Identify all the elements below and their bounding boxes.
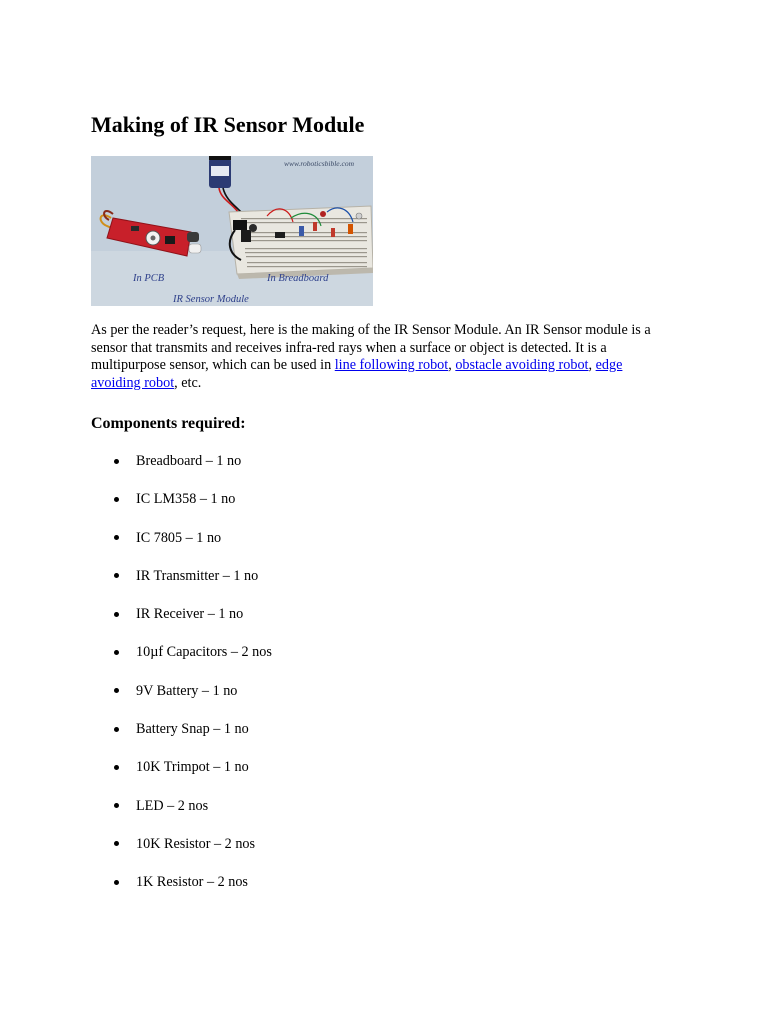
list-item-label: 9V Battery – 1 no [136,682,238,699]
list-item [91,872,272,910]
link-obstacle-avoiding-robot[interactable]: obstacle avoiding robot [455,357,589,373]
list-item-label: 10K Trimpot – 1 no [136,759,249,776]
list-item [91,604,272,642]
link-line-following-robot[interactable]: line following robot [334,357,449,373]
figure-label-pcb: In PCB [133,273,165,284]
list-item [91,489,272,527]
bullet-icon [114,497,119,502]
page-title: Making of IR Sensor Module [91,112,365,137]
list-item [91,719,272,757]
list-item-label: IR Receiver – 1 no [136,606,244,623]
link-edge-avoiding-robot[interactable]: edge avoiding robot [91,357,623,391]
list-item-label: 10K Resistor – 2 nos [136,835,256,852]
list-item-label: IR Transmitter – 1 no [136,567,259,584]
intro-separator-1: , [448,357,456,373]
list-item-label: IC 7805 – 1 no [136,529,222,546]
list-item [91,528,272,566]
components-heading: Components required: [91,415,246,432]
bullet-icon [114,880,119,885]
list-item-label: 1K Resistor – 2 nos [136,874,248,891]
intro-text-2: , etc. [174,374,202,391]
bullet-icon [114,612,119,617]
bullet-icon [114,650,119,655]
bullet-icon [114,688,119,693]
figure-watermark: www.roboticsbible.com [284,159,354,168]
ir-sensor-module-photo [91,156,373,306]
bullet-icon [114,573,119,578]
list-item-label: Battery Snap – 1 no [136,721,249,738]
intro-text-1: As per the reader’s request, here is the making of the IR Sensor Module. An IR Sensor module is a sensor that transmits and receives infra-red rays when a surface or object is detected. It is a multipurpose sensor, which can be used in [91,322,651,373]
bullet-icon [114,765,119,770]
list-item-label: 10µf Capacitors – 2 nos [136,644,272,661]
list-item-label: LED – 2 nos [136,797,209,814]
bullet-icon [114,535,119,540]
intro-paragraph [91,322,671,392]
figure-caption: IR Sensor Module [173,294,249,305]
list-item [91,566,272,604]
list-item [91,451,272,489]
list-item [91,681,272,719]
list-item [91,757,272,795]
bullet-icon [114,727,119,732]
battery-icon [209,156,231,188]
list-item [91,642,272,680]
components-list [91,451,272,911]
list-item [91,834,272,872]
bullet-icon [114,803,119,808]
list-item-label: IC LM358 – 1 no [136,491,236,508]
bullet-icon [114,841,119,846]
bullet-icon [114,459,119,464]
list-item-label: Breadboard – 1 no [136,453,242,469]
figure-label-breadboard: In Breadboard [267,273,329,284]
list-item [91,796,272,834]
intro-separator-2: , [588,357,596,373]
